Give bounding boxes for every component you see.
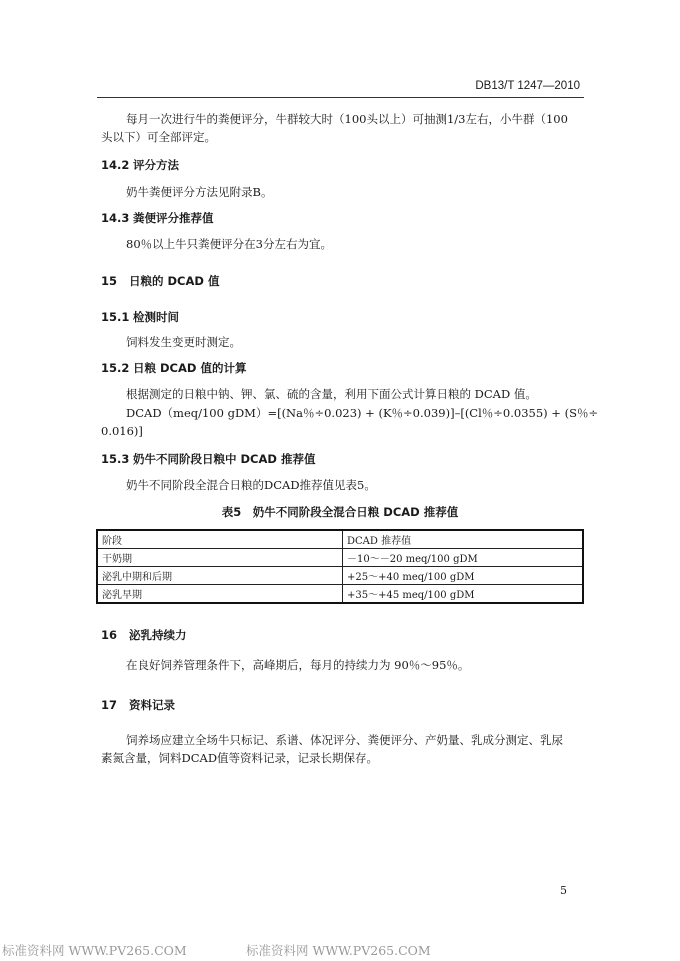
table-caption: 表5 奶牛不同阶段全混合日粮 DCAD 推荐值 <box>221 505 459 519</box>
section-title: 粪便评分推荐值 <box>133 211 214 225</box>
section-body: 在良好饲养管理条件下，高峰期后，每月的持续力为 90％～95％。 <box>126 658 470 672</box>
table-cell: +35～+45 meq/100 gDM <box>343 585 584 604</box>
table-cell: +25～+40 meq/100 gDM <box>343 567 584 585</box>
section-number: 17 <box>101 698 118 712</box>
table-row <box>97 567 583 585</box>
table-cell: 泌乳中期和后期 <box>97 567 343 585</box>
section-number: 16 <box>101 628 118 642</box>
dcad-table <box>96 529 584 604</box>
watermark-right: 标准资料网 WWW.PV265.COM <box>246 943 431 958</box>
section-number: 15 <box>101 274 118 288</box>
section-title: 检测时间 <box>133 310 179 324</box>
section-heading-15-2 <box>101 360 246 376</box>
section-number: 14.3 <box>101 211 130 225</box>
header-rule <box>97 97 584 98</box>
section-title: 资料记录 <box>129 698 175 712</box>
section-heading-17 <box>101 697 175 713</box>
section-body: 奶牛粪便评分方法见附录B。 <box>126 185 273 199</box>
page-number: 5 <box>560 884 567 897</box>
section-number: 15.2 <box>101 361 130 375</box>
section-title: 奶牛不同阶段日粮中 DCAD 推荐值 <box>133 452 316 466</box>
section-heading-15-1 <box>101 309 179 325</box>
section-heading-14-3 <box>101 210 214 226</box>
table-row <box>97 585 583 604</box>
section-body: 根据测定的日粮中钠、钾、氯、硫的含量，利用下面公式计算日粮的 DCAD 值。 <box>126 387 537 401</box>
table-cell: 干奶期 <box>97 549 343 567</box>
section-heading-16 <box>101 627 187 643</box>
section-title: 日粮 DCAD 值的计算 <box>133 361 247 375</box>
section-body: 饲料发生变更时测定。 <box>126 335 241 349</box>
section-heading-14-2 <box>101 157 179 173</box>
table-cell: 泌乳早期 <box>97 585 343 604</box>
section-title: 日粮的 DCAD 值 <box>129 274 220 288</box>
section-body: 80％以上牛只粪便评分在3分左右为宜。 <box>126 237 332 251</box>
table-header-cell: 阶段 <box>97 530 343 549</box>
section-title: 泌乳持续力 <box>129 628 187 642</box>
table-header-cell: DCAD 推荐值 <box>343 530 584 549</box>
formula-line: 0.016)] <box>101 424 143 438</box>
formula-line: DCAD（meq/100 gDM）=[(Na％÷0.023) + (K％÷0.039)]–[(Cl％÷0.0355) + (S％÷ <box>126 406 599 420</box>
paragraph-line: 每月一次进行牛的粪便评分，牛群较大时（100头以上）可抽测1/3左右，小牛群（100 <box>126 112 568 126</box>
section-title: 评分方法 <box>133 158 179 172</box>
section-body: 素氮含量，饲料DCAD值等资料记录，记录长期保存。 <box>101 751 379 765</box>
table-row <box>97 549 583 567</box>
table-header-row <box>97 530 583 549</box>
section-number: 15.1 <box>101 310 130 324</box>
section-number: 15.3 <box>101 452 130 466</box>
document-code: DB13/T 1247—2010 <box>475 80 580 92</box>
paragraph-line: 头以下）可全部评定。 <box>101 130 216 144</box>
section-number: 14.2 <box>101 158 130 172</box>
section-body: 奶牛不同阶段全混合日粮的DCAD推荐值见表5。 <box>126 478 376 492</box>
section-heading-15-3 <box>101 451 315 467</box>
table-cell: －10～－20 meq/100 gDM <box>343 549 584 567</box>
section-body: 饲养场应建立全场牛只标记、系谱、体况评分、粪便评分、产奶量、乳成分测定、乳尿 <box>126 733 563 747</box>
section-heading-15 <box>101 273 219 289</box>
watermark-left: 标准资料网 WWW.PV265.COM <box>2 943 187 958</box>
